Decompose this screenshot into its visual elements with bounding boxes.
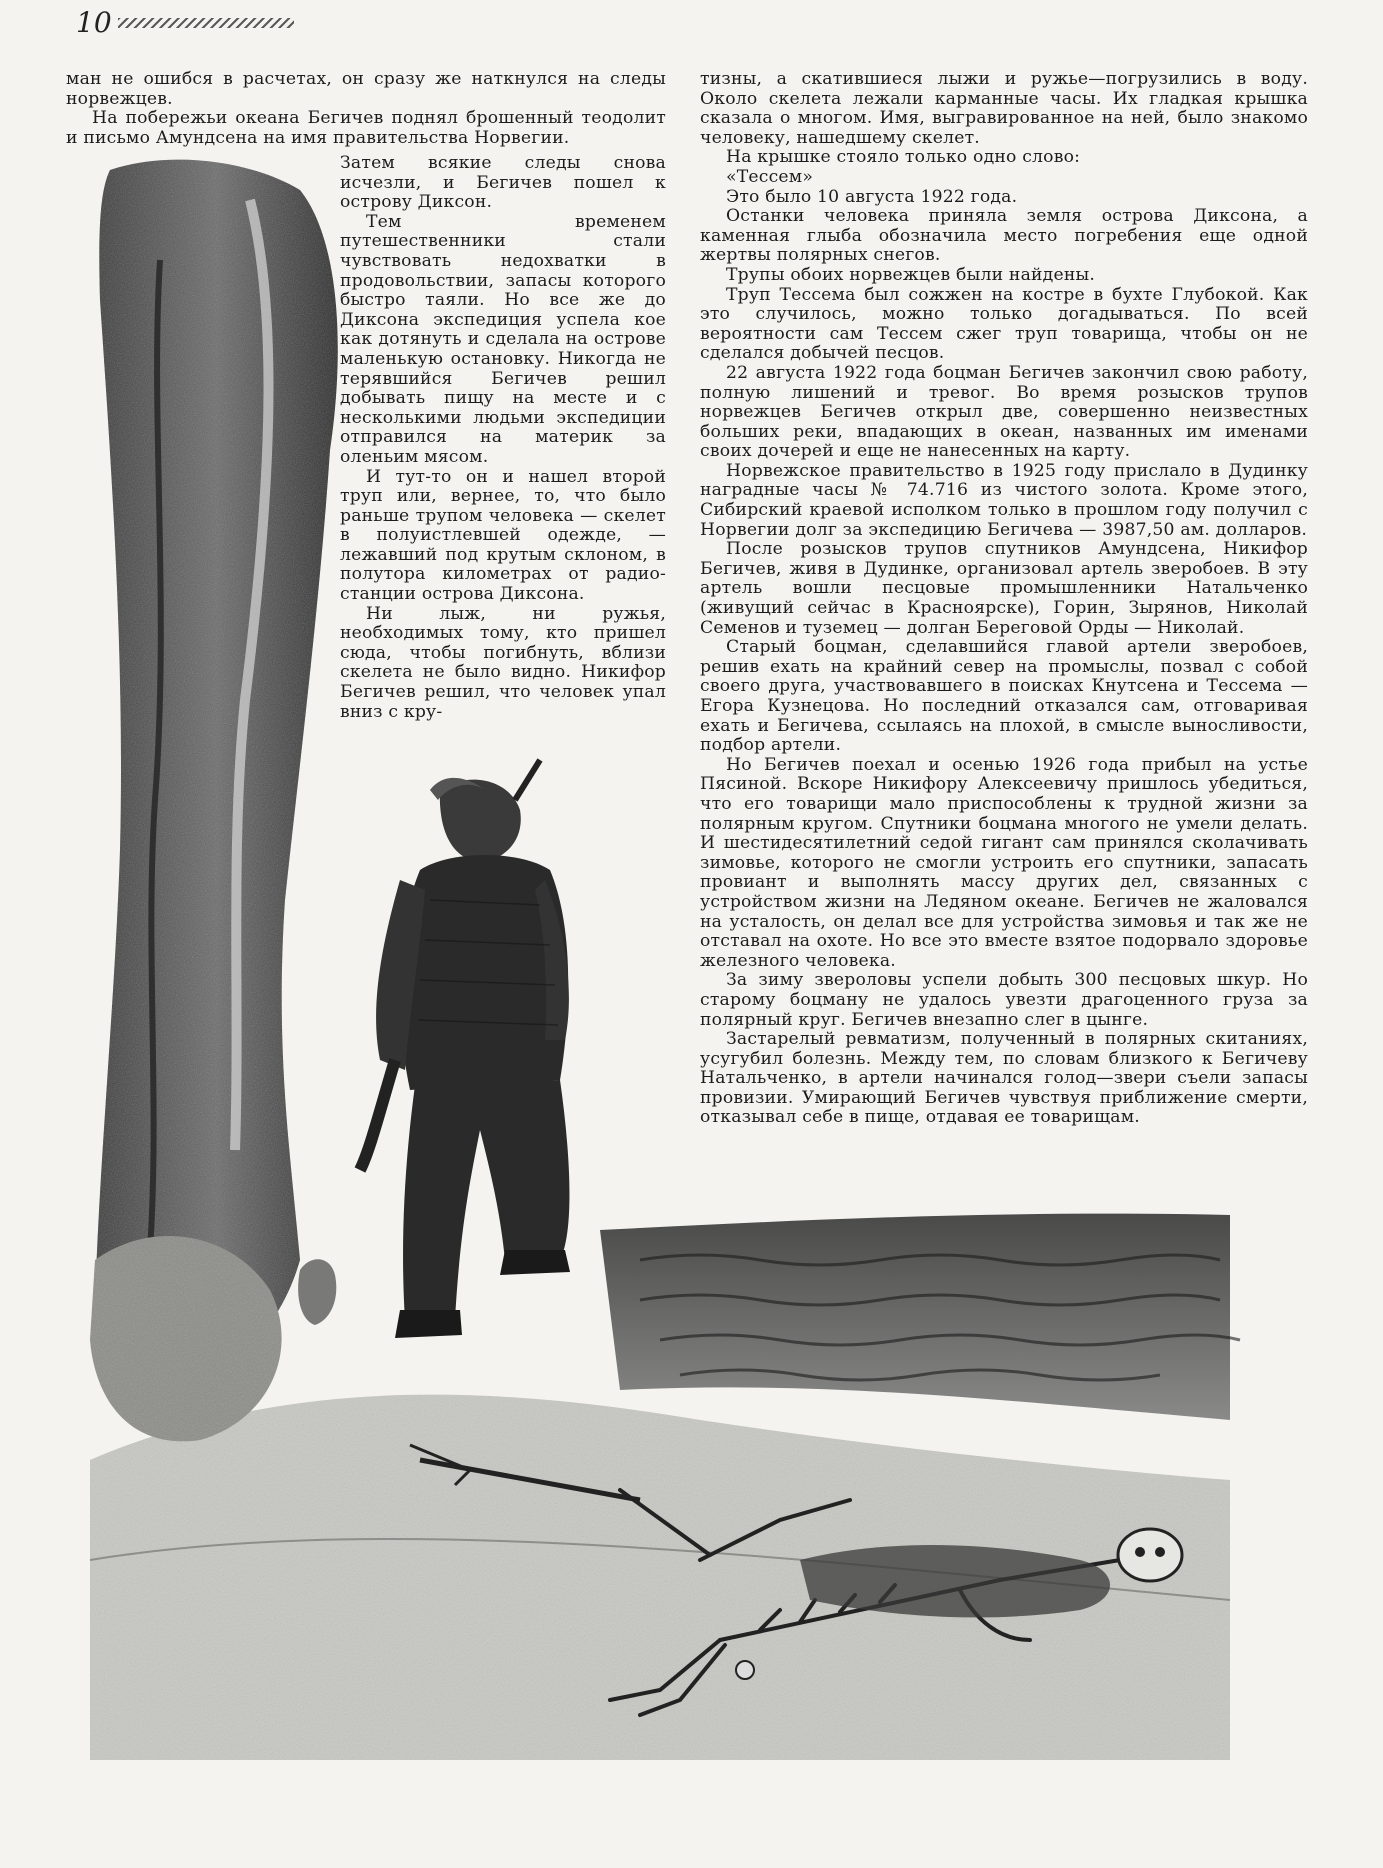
right-column xyxy=(700,70,1308,1128)
sea xyxy=(600,1214,1230,1420)
paragraph: Останки человека приняла земля острова Диксона, а каменная глыба обозначила место погребения еще одной жертвы полярных снегов. xyxy=(700,206,1308,266)
paragraph: ман не ошибся в расчетах, он сразу же наткнулся на следы норвежцев. xyxy=(66,69,666,109)
paragraph: Застарелый ревматизм, полученный в полярных скитаниях, усугубил болезнь. Между тем, по словам близкого к Бегичеву Натальченко, в артели начинался голод—звери съели запасы провизии. Умирающий Бегичев чувствуя приближение смерти, отказывал себе в пище, отдавая ее товарищам. xyxy=(700,1029,1308,1128)
paragraph: Но Бегичев поехал и осенью 1926 года прибыл на устье Пясиной. Вскоре Никифору Алексеевичу пришлось убедиться, что его товарищи мало приспособлены к трудной жизни за полярным кругом. Спутники боцмана многого не умели делать. И шестидесятилетний седой гигант сам принялся сколачивать зимовье, которого не смогли устроить его спутники, запасать провиант и выполнять массу других дел, связанных с устройством жизни на Ледяном океане. Бегичев не жаловался на усталость, он делал все для устройства зимовья и так же не отставал на охоте. Но все это вместе взятое подорвало здоровье железного человека. xyxy=(700,754,1308,971)
paragraph: тизны, а скатившиеся лыжи и ружье—погрузились в воду. Около скелета лежали карманные часы. Их гладкая крышка сказала о многом. Имя, выгравированное на ней, было знакомо человеку, нашедшему скелет. xyxy=(700,69,1308,148)
skull xyxy=(1118,1529,1182,1581)
paragraph: Трупы обоих норвежцев были найдены. xyxy=(726,264,1096,285)
paragraph: На крышке стояло только одно слово: xyxy=(726,147,1081,168)
paragraph: Ни лыж, ни ружья, необходимых тому, кто пришел сюда, чтобы погибнуть, вблизи скелета не было видно. Никифор Бегичев решил, что человек упал вниз с кру- xyxy=(340,603,666,722)
paragraph: Это было 10 августа 1922 года. xyxy=(726,186,1018,207)
paragraph: Труп Тессема был сожжен на костре в бухте Глубокой. Как это случилось, можно только догадываться. По всей вероятности сам Тессем сжег труп товарища, чтобы он не сделался добычей песцов. xyxy=(700,284,1308,364)
left-column-top xyxy=(66,70,666,148)
paragraph: Норвежское правительство в 1925 году прислало в Дудинку наградные часы № 74.716 из чистого золота. Кроме этого, Сибирский краевой исполком только в прошлом году получил с Норвегии долг за экспедицию Бегичева — 3987,50 ам. долларов. xyxy=(700,460,1308,540)
paragraph: 22 августа 1922 года боцман Бегичев закончил свою работу, полную лишений и тревог. Во время розысков трупов норвежцев Бегичев открыл две, совершенно неизвестных больших реки, впадающих в океан, названных им именами своих дочерей и еще не нанесенных на карту. xyxy=(700,362,1308,462)
paragraph: «Тессем» xyxy=(726,166,814,187)
paragraph: На побережьи океана Бегичев поднял брошенный теодолит и письмо Амундсена на имя правительства Норвегии. xyxy=(66,108,666,148)
paragraph: Затем всякие следы снова исчезли, и Бегичев пошел к острову Диксон. xyxy=(340,153,666,213)
page-number: 10 xyxy=(76,6,112,39)
standing-man xyxy=(360,760,570,1338)
pocket-watch xyxy=(736,1661,754,1679)
paragraph: Тем временем путешественники стали чувствовать недохватки в продовольствии, запасы которого быстро таяли. Но все же до Диксона экспедиция успела кое как дотянуть и сделала на острове маленькую остановку. Никогда не терявшийся Бегичев решил добывать пищу на месте и с несколькими людьми экспедиции отправился на материк за оленьим мясом. xyxy=(340,211,666,467)
paragraph: После розысков трупов спутников Амундсена, Никифор Бегичев, живя в Дудинке, организовал артель зверобоев. В эту артель вошли песцовые промышленники Натальченко (живущий сейчас в Красноярске), Горин, Зырянов, Николай Семенов и туземец — долган Береговой Орды — Николай. xyxy=(700,539,1308,638)
left-column-narrow xyxy=(340,154,666,722)
distant-figure xyxy=(298,1259,336,1325)
paragraph: За зиму звероловы успели добыть 300 песцовых шкур. Но старому боцману не удалось увезти драгоценного груза за полярный круг. Бегичев внезапно слег в цынге. xyxy=(700,970,1308,1030)
paragraph: И тут-то он и нашел второй труп или, вернее, то, что было раньше трупом человека — скелет в полуистлевшей одежде, — лежавший под крутым склоном, в полутора километрах от радио-станции острова Диксона. xyxy=(340,466,666,605)
paragraph: Старый боцман, сделавшийся главой артели зверобоев, решив ехать на крайний север на промыслы, позвал с собой своего друга, участвовавшего в поисках Кнутсена и Тессема — Егора Кузнецова. Но последний отказался сам, отговаривая ехать и Бегичева, ссылаясь на плохой, в смысле выносливости, подбор артели. xyxy=(700,637,1308,756)
